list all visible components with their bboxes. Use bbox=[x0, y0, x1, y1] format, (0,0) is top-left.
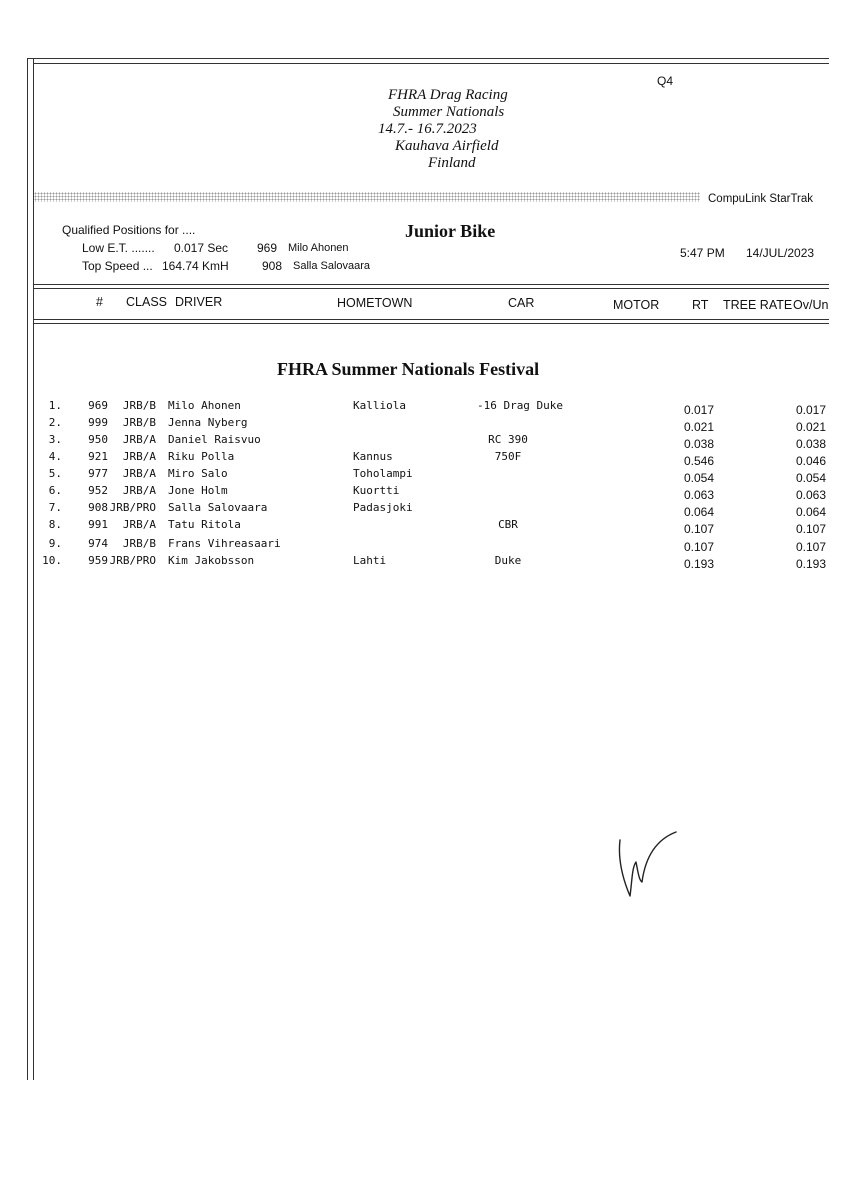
event-line-1: FHRA Drag Racing bbox=[388, 87, 508, 103]
row-num: 999 bbox=[88, 416, 108, 429]
row-pos: 2. bbox=[48, 416, 62, 429]
row-car: -16 Drag Duke bbox=[476, 399, 564, 412]
event-line-4: Kauhava Airfield bbox=[395, 138, 499, 154]
col-ovun: Ov/Un bbox=[793, 298, 829, 312]
row-driver: Jone Holm bbox=[168, 484, 228, 497]
row-rt: 0.054 bbox=[684, 471, 715, 485]
festival-title: FHRA Summer Nationals Festival bbox=[277, 359, 540, 379]
row-class: JRB/B bbox=[122, 537, 156, 550]
system-label: CompuLink StarTrak bbox=[708, 193, 814, 205]
col-hometown: HOMETOWN bbox=[337, 296, 413, 310]
col-class: CLASS bbox=[126, 295, 167, 309]
report-time: 5:47 PM bbox=[680, 246, 725, 260]
row-driver: Salla Salovaara bbox=[168, 501, 268, 514]
row-num: 991 bbox=[88, 518, 108, 531]
row-num: 959 bbox=[88, 554, 108, 567]
col-motor: MOTOR bbox=[613, 298, 660, 312]
row-driver: Jenna Nyberg bbox=[168, 416, 248, 429]
row-ovun: 0.064 bbox=[796, 505, 827, 519]
corner-code: Q4 bbox=[657, 74, 674, 88]
row-hometown: Toholampi bbox=[353, 467, 413, 480]
row-pos: 5. bbox=[48, 467, 62, 480]
row-pos: 6. bbox=[48, 484, 62, 497]
row-driver: Tatu Ritola bbox=[168, 518, 241, 531]
row-driver: Frans Vihreasaari bbox=[168, 537, 281, 550]
col-car: CAR bbox=[508, 296, 535, 310]
frame-left-outer bbox=[27, 58, 28, 1080]
row-pos: 1. bbox=[48, 399, 62, 412]
row-class: JRB/PRO bbox=[109, 554, 156, 567]
row-class: JRB/A bbox=[122, 518, 156, 531]
row-car: Duke bbox=[494, 554, 522, 567]
report-date: 14/JUL/2023 bbox=[746, 246, 815, 260]
frame-top-inner bbox=[33, 63, 829, 64]
header-rule-3 bbox=[33, 319, 829, 320]
row-num: 952 bbox=[88, 484, 108, 497]
row-num: 950 bbox=[88, 433, 108, 446]
row-driver: Kim Jakobsson bbox=[168, 554, 255, 567]
row-car: RC 390 bbox=[488, 433, 528, 446]
top-speed-value: 164.74 KmH bbox=[162, 259, 229, 273]
row-ovun: 0.017 bbox=[796, 403, 827, 417]
row-num: 908 bbox=[88, 501, 108, 514]
dotted-band bbox=[34, 192, 700, 202]
low-et-label: Low E.T. ....... bbox=[82, 241, 155, 255]
row-pos: 8. bbox=[48, 518, 62, 531]
row-class: JRB/A bbox=[122, 450, 156, 463]
row-num: 974 bbox=[88, 537, 108, 550]
row-ovun: 0.054 bbox=[796, 471, 827, 485]
row-car: CBR bbox=[498, 518, 518, 531]
row-rt: 0.064 bbox=[684, 505, 715, 519]
event-line-2: Summer Nationals bbox=[393, 104, 505, 120]
row-ovun: 0.046 bbox=[796, 454, 827, 468]
row-class: JRB/B bbox=[122, 399, 156, 412]
low-et-driver: Milo Ahonen bbox=[288, 242, 349, 254]
row-pos: 4. bbox=[48, 450, 62, 463]
row-rt: 0.107 bbox=[684, 522, 715, 536]
row-rt: 0.193 bbox=[684, 557, 715, 571]
col-tree-rate: TREE RATE bbox=[723, 298, 793, 312]
col-driver: DRIVER bbox=[175, 295, 223, 309]
header-rule-4 bbox=[33, 323, 829, 324]
class-title: Junior Bike bbox=[405, 221, 496, 241]
row-class: JRB/PRO bbox=[109, 501, 156, 514]
row-hometown: Lahti bbox=[353, 554, 387, 567]
top-speed-driver: Salla Salovaara bbox=[293, 260, 371, 272]
row-class: JRB/A bbox=[122, 433, 156, 446]
header-rule-2 bbox=[33, 288, 829, 289]
row-car: 750F bbox=[494, 450, 522, 463]
qualified-label: Qualified Positions for .... bbox=[62, 223, 196, 237]
row-ovun: 0.021 bbox=[796, 420, 827, 434]
row-class: JRB/B bbox=[122, 416, 156, 429]
frame-top-outer bbox=[27, 58, 829, 59]
row-hometown: Kalliola bbox=[353, 399, 406, 412]
row-pos: 3. bbox=[48, 433, 62, 446]
row-class: JRB/A bbox=[122, 484, 156, 497]
top-speed-label: Top Speed ... bbox=[82, 259, 153, 273]
row-ovun: 0.063 bbox=[796, 488, 827, 502]
signature bbox=[612, 822, 682, 902]
row-rt: 0.063 bbox=[684, 488, 715, 502]
row-pos: 9. bbox=[48, 537, 62, 550]
col-num: # bbox=[96, 295, 103, 309]
row-driver: Miro Salo bbox=[168, 467, 228, 480]
row-rt: 0.017 bbox=[684, 403, 715, 417]
row-driver: Milo Ahonen bbox=[168, 399, 241, 412]
row-driver: Riku Polla bbox=[168, 450, 235, 463]
row-pos: 7. bbox=[48, 501, 62, 514]
row-num: 977 bbox=[88, 467, 108, 480]
row-rt: 0.038 bbox=[684, 437, 715, 451]
row-driver: Daniel Raisvuo bbox=[168, 433, 261, 446]
row-hometown: Padasjoki bbox=[353, 501, 413, 514]
event-line-3: 14.7.- 16.7.2023 bbox=[378, 121, 477, 137]
low-et-num: 969 bbox=[257, 241, 278, 255]
top-speed-num: 908 bbox=[262, 259, 283, 273]
frame-left-inner bbox=[33, 58, 34, 1080]
row-class: JRB/A bbox=[122, 467, 156, 480]
row-rt: 0.107 bbox=[684, 540, 715, 554]
row-hometown: Kuortti bbox=[353, 484, 400, 497]
row-num: 969 bbox=[88, 399, 108, 412]
col-rt: RT bbox=[692, 298, 709, 312]
row-pos: 10. bbox=[42, 554, 62, 567]
row-hometown: Kannus bbox=[353, 450, 393, 463]
row-rt: 0.546 bbox=[684, 454, 715, 468]
event-line-5: Finland bbox=[428, 155, 476, 171]
row-ovun: 0.107 bbox=[796, 522, 827, 536]
row-rt: 0.021 bbox=[684, 420, 715, 434]
row-ovun: 0.107 bbox=[796, 540, 827, 554]
row-ovun: 0.038 bbox=[796, 437, 827, 451]
row-ovun: 0.193 bbox=[796, 557, 827, 571]
row-num: 921 bbox=[88, 450, 108, 463]
low-et-value: 0.017 Sec bbox=[174, 241, 229, 255]
header-rule-1 bbox=[33, 284, 829, 285]
